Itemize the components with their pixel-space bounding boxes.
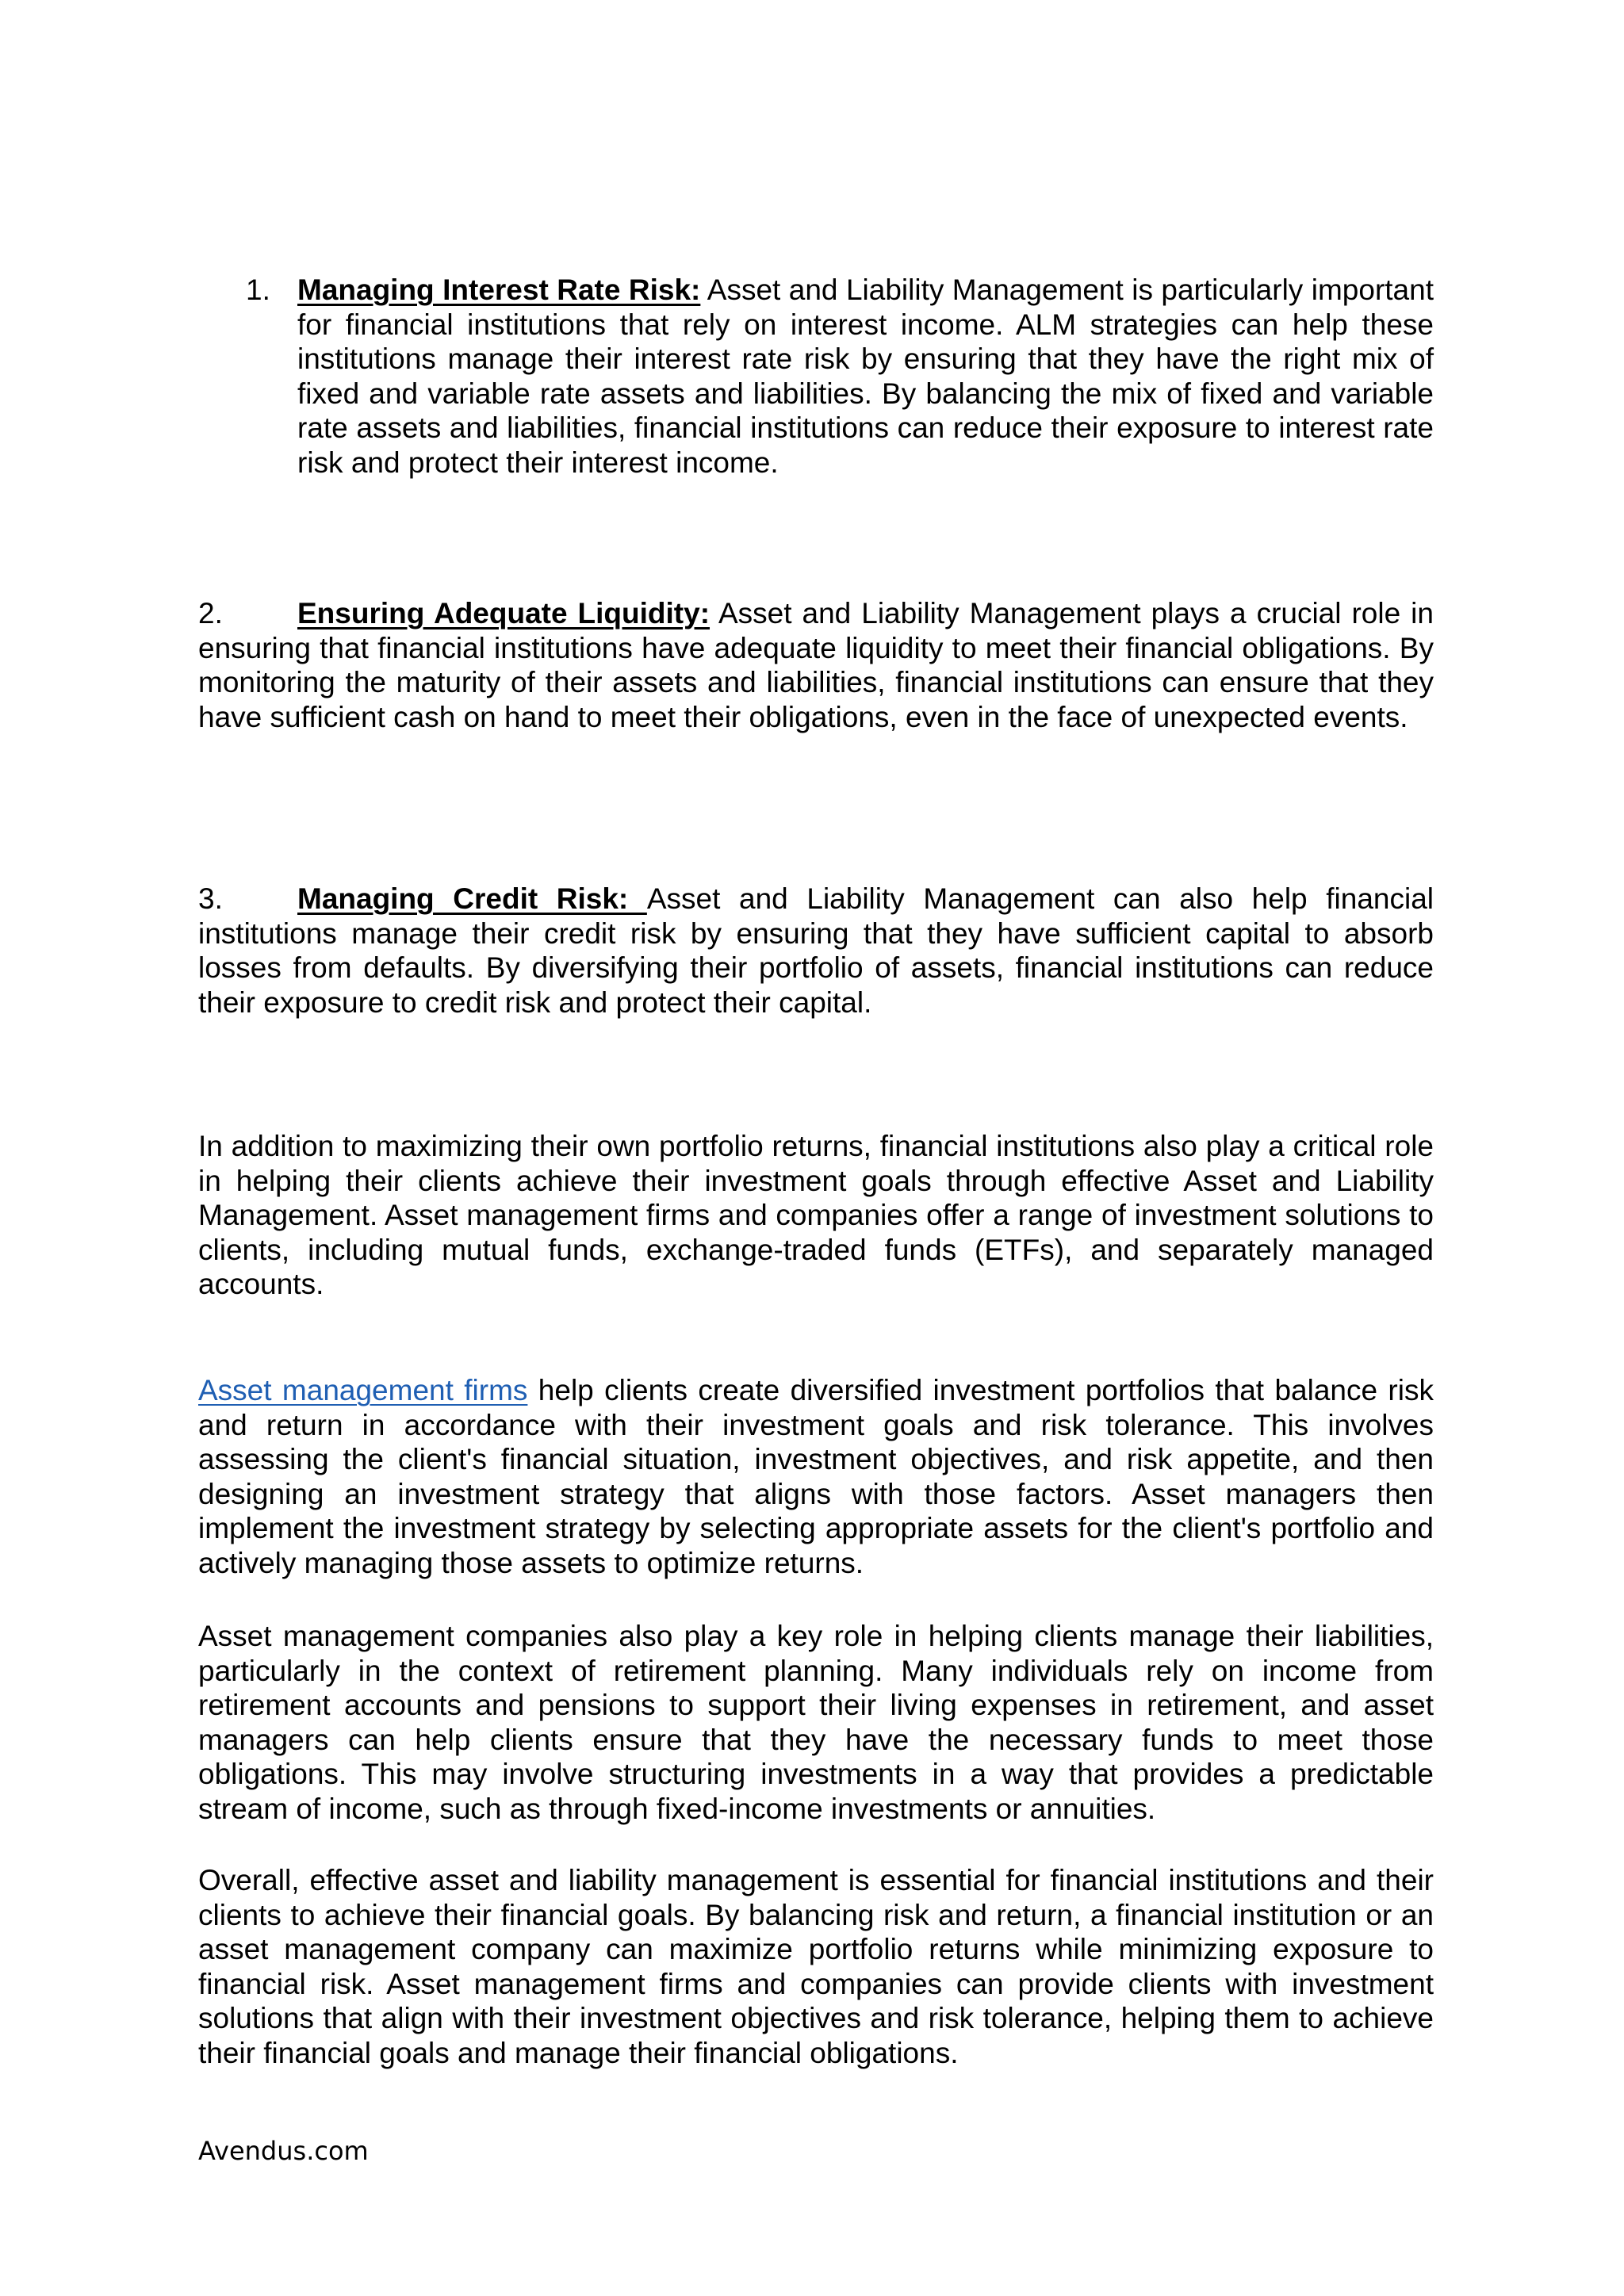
asset-management-firms-link[interactable]: Asset management firms bbox=[198, 1374, 528, 1406]
list-item-number-1: 1. bbox=[246, 274, 270, 306]
list-item-heading: Managing Interest Rate Risk: bbox=[297, 274, 701, 306]
overall-paragraph: Overall, effective asset and liability management is essential for financial institutions and their clients to achieve their financial goals. By balancing risk and return, a financial institution or an asset management company can maximize portfolio returns while minimizing exposure to financial risk. Asset management firms and companies can provide clients with investment solutions that align with their investment objectives and risk tolerance, helping them to achieve their financial goals and manage their financial obligations. bbox=[198, 1864, 1434, 2069]
list-item-liquidity bbox=[198, 596, 1434, 734]
list-item-number-3: 3. bbox=[198, 882, 223, 915]
list-item-body: Asset and Liability Management can also help financial institutions manage their credit risk by ensuring that they have sufficient capital to absorb losses from defaults. By diversifying their portfolio of assets, financial institutions can reduce their exposure to credit risk and protect their capital. bbox=[198, 882, 1434, 1019]
list-item-heading: Ensuring Adequate Liquidity: bbox=[297, 597, 710, 629]
page-footer: Avendus.com bbox=[198, 2136, 369, 2166]
list-item-body: Asset and Liability Management plays a crucial role in ensuring that financial institutions have adequate liquidity to meet their financial obligations. By monitoring the maturity of their assets and liabilities, financial institutions can ensure that they have sufficient cash on hand to meet their obligations, even in the face of unexpected events. bbox=[198, 597, 1434, 733]
asset-companies-paragraph: Asset management companies also play a key role in helping clients manage their liabilities, particularly in the context of retirement planning. Many individuals rely on income from retirement accounts and pensions to support their living expenses in retirement, and asset managers can help clients ensure that they have the necessary funds to meet those obligations. This may involve structuring investments in a way that provides a predictable stream of income, such as through fixed-income investments or annuities. bbox=[198, 1620, 1434, 1825]
asset-firms-paragraph bbox=[198, 1373, 1434, 1581]
list-item-heading: Managing Credit Risk: bbox=[297, 882, 647, 915]
list-item-number-2: 2. bbox=[198, 597, 223, 629]
list-item-credit-risk bbox=[198, 882, 1434, 1020]
asset-firms-body: help clients create diversified investment portfolios that balance risk and return in accordance with their investment goals and risk tolerance. This involves assessing the client's financial situation, investment objectives, and risk appetite, and then designing an investment strategy that aligns with those factors. Asset managers then implement the investment strategy by selecting appropriate assets for the client's portfolio and actively managing those assets to optimize returns. bbox=[198, 1374, 1434, 1579]
list-item-body: Asset and Liability Management is particularly important for financial institutions that rely on interest income. ALM strategies can help these institutions manage their interest rate risk by ensuring that they have the right mix of fixed and variable rate assets and liabilities. By balancing the mix of fixed and variable rate assets and liabilities, financial institutions can reduce their exposure to interest rate risk and protect their interest income. bbox=[297, 274, 1434, 479]
list-item-interest-rate-risk bbox=[297, 273, 1434, 480]
intro-paragraph: In addition to maximizing their own portfolio returns, financial institutions also play a critical role in helping their clients achieve their investment goals through effective Asset and Liability Management. Asset management firms and companies offer a range of investment solutions to clients, including mutual funds, exchange-traded funds (ETFs), and separately managed accounts. bbox=[198, 1130, 1434, 1301]
